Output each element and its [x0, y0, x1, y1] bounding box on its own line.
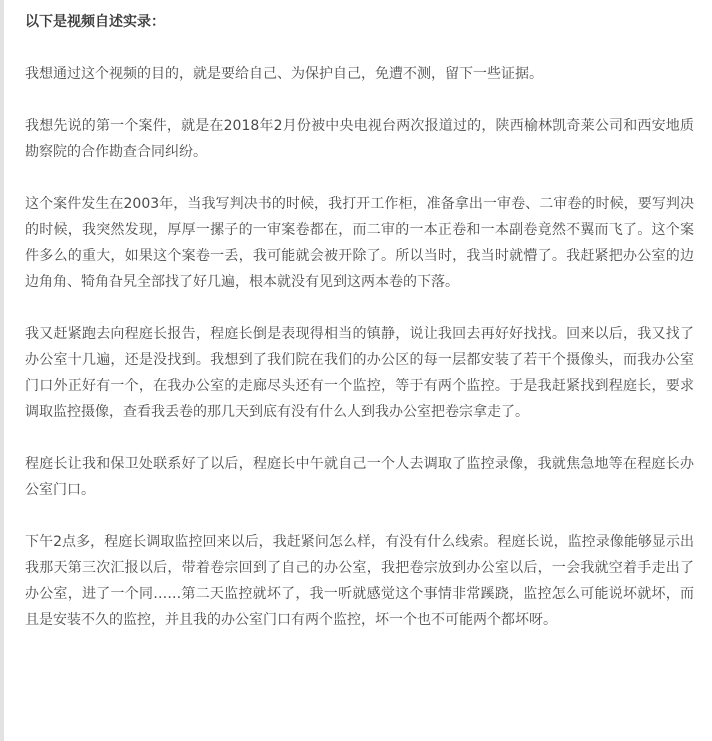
paragraph: 下午2点多，程庭长调取监控回来以后，我赶紧问怎么样，有没有什么线索。程庭长说，监控录像能够显示出我那天第三次汇报以后，带着卷宗回到了自己的办公室，我把卷宗放到办公室以后，一会我就空着手走出了办公室，进了一个同……第二天监控就坏了，我一听就感觉这个事情非常蹊跷，监控怎么可能说坏就坏，而且是安装不久的监控，并且我的办公室门口有两个监控，坏一个也不可能两个都坏呀。 [25, 534, 694, 628]
paragraph: 我想通过这个视频的目的，就是要给自己、为保护自己，免遭不测，留下一些证据。 [25, 66, 543, 82]
paragraph: 程庭长让我和保卫处联系好了以后，程庭长中午就自己一个人去调取了监控录像，我就焦急地等在程庭长办公室门口。 [25, 456, 694, 498]
article-heading: 以下是视频自述实录： [25, 14, 165, 30]
paragraph: 我想先说的第一个案件，就是在2018年2月份被中央电视台两次报道过的，陕西榆林凯奇莱公司和西安地质勘察院的合作勘查合同纠纷。 [25, 118, 694, 160]
paragraph: 我又赶紧跑去向程庭长报告，程庭长倒是表现得相当的镇静，说让我回去再好好找找。回来以后，我又找了办公室十几遍，还是没找到。我想到了我们院在我们的办公区的每一层都安装了若干个摄像头，而我办公室门口外正好有一个，在我办公室的走廊尽头还有一个监控，等于有两个监控。于是我赶紧找到程庭长，要求调取监控摄像，查看我丢卷的那几天到底有没有什么人到我办公室把卷宗拿走了。 [25, 326, 694, 420]
paragraph: 这个案件发生在2003年，当我写判决书的时候，我打开工作柜，准备拿出一审卷、二审卷的时候，要写判决的时候，我突然发现，厚厚一摞子的一审案卷都在，而二审的一本正卷和一本副卷竟然不翼而飞了。这个案件多么的重大，如果这个案卷一丢，我可能就会被开除了。所以当时，我当时就懵了。我赶紧把办公室的边边角角、犄角旮旯全部找了好几遍，根本就没有见到这两本卷的下落。 [25, 196, 694, 290]
